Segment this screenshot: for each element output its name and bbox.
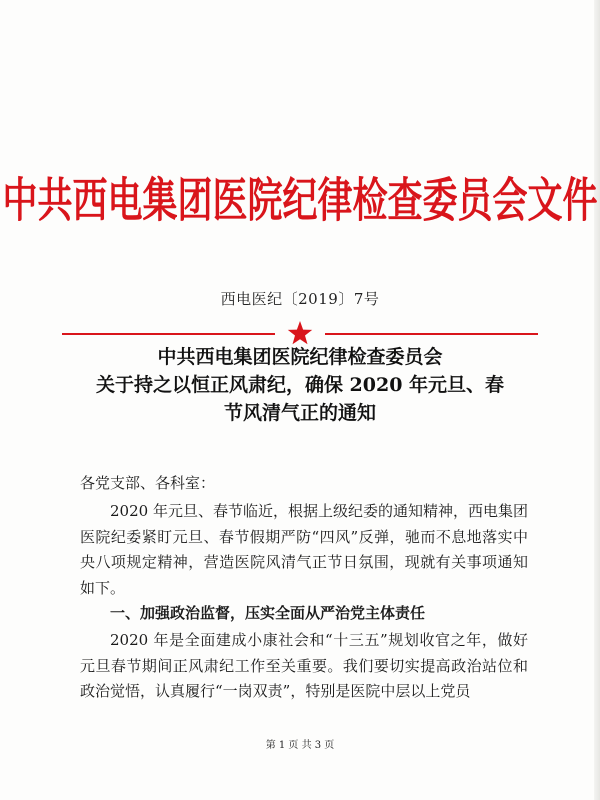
salutation: 各党支部、各科室： — [80, 474, 216, 492]
section-heading-1: 一、加强政治监督，压实全面从严治党主体责任 — [110, 604, 426, 622]
document-number: 西电医纪〔2019〕7号 — [220, 290, 380, 308]
title-line-3: 节风清气正的通知 — [223, 402, 376, 424]
scan-edge — [594, 0, 600, 800]
paragraph-2: 2020 年是全面建成小康社会和“十三五”规划收官之年，做好元旦春节期间正风肃纪工作至关重要。我们要切实提高政治站位和政治觉悟，认真履行“一岗双责”，特别是医院中层以上党员 — [80, 631, 528, 700]
title-line-2: 关于持之以恒正风肃纪，确保 2020 年元旦、春 — [95, 374, 505, 396]
page-footer: 第 1 页 共 3 页 — [265, 740, 335, 751]
red-rule-left — [62, 333, 275, 335]
document-title — [40, 343, 560, 427]
paragraph-1: 2020 年元旦、春节临近，根据上级纪委的通知精神，西电集团医院纪委紧盯元旦、春节假期严防“四风”反弹，驰而不息地落实中央八项规定精神，营造医院风清气正节日氛围，现就有关事项通知如下。 — [80, 502, 528, 597]
red-header-title: 中共西电集团医院纪律检查委员会文件 — [2, 174, 598, 229]
red-rule-right — [325, 333, 538, 335]
title-line-1: 中共西电集团医院纪律检查委员会 — [157, 346, 443, 368]
